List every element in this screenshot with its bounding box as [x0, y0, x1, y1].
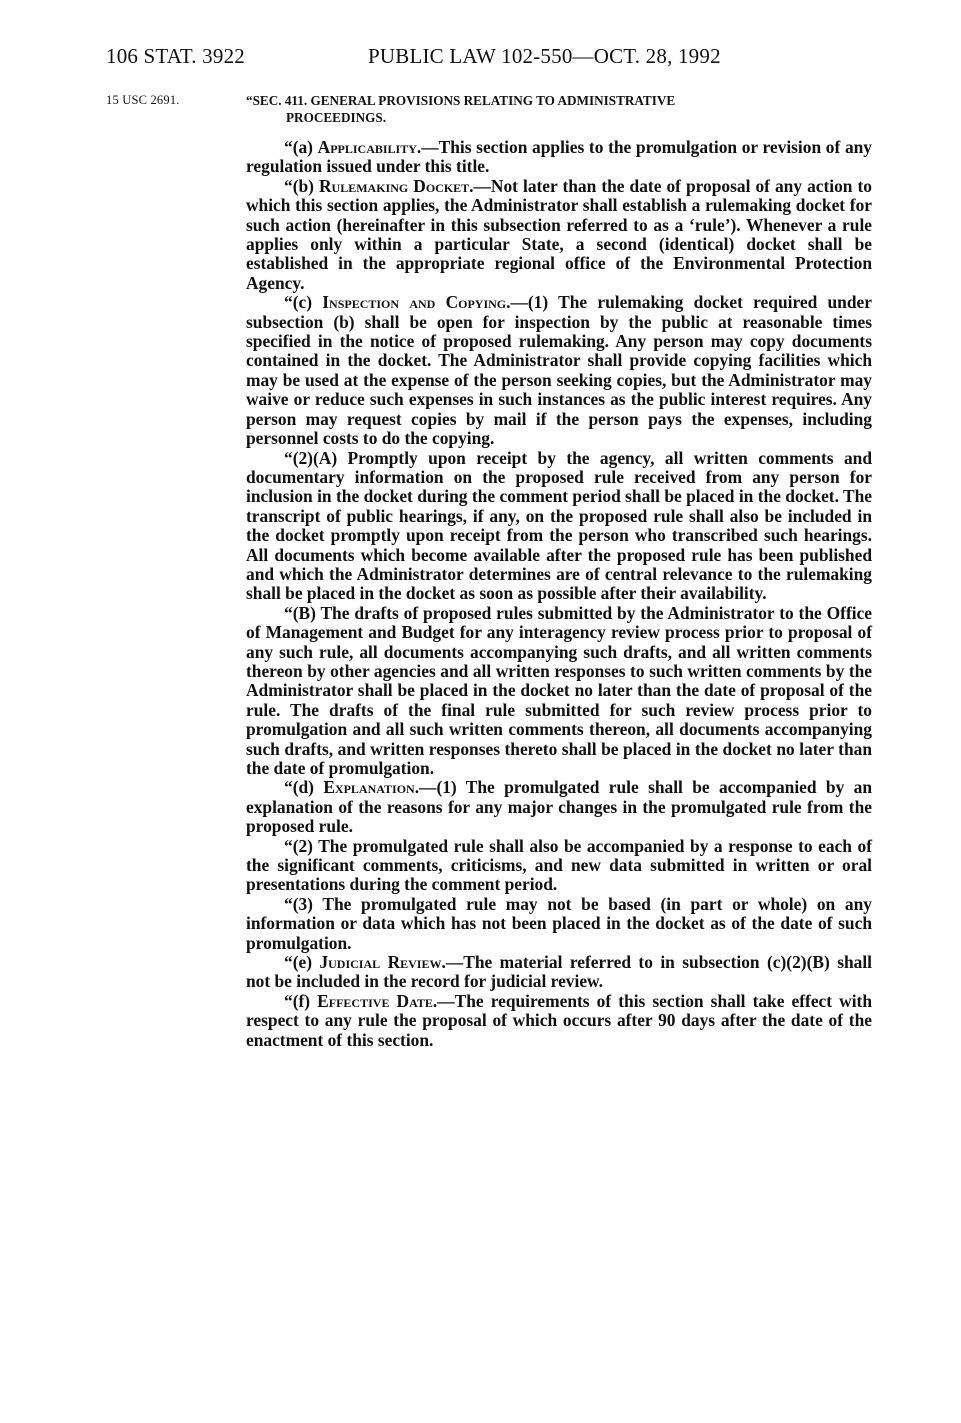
paragraph-text: “(3) The promulgated rule may not be based (in part or whole) on any information or data which has not been placed in the docket as of the date of such promulgation.: [246, 893, 872, 953]
paragraph-f: [246, 992, 872, 1050]
paragraph-c1: [246, 293, 872, 448]
paragraph-text: “(2) The promulgated rule shall also be accompanied by a response to each of the significant comments, criticisms, and new data submitted in written or oral presentations during the comment period.: [246, 835, 872, 895]
section-heading-line1: “SEC. 411. GENERAL PROVISIONS RELATING TO ADMINISTRATIVE: [246, 93, 676, 108]
paragraph-caption: Applicability: [317, 137, 417, 157]
paragraph-text: .—(1) The rulemaking docket required under subsection (b) shall be open for inspection by the public at reasonable times specified in the notice of proposed rulemaking. Any person may copy documents contained in the docket. The Administrator shall provide copying facilities which may be used at the expense of the person seeking copies, but the Administrator may waive or reduce such expenses in such instances as the public interest requires. Any person may request copies by mail if the person pays the expenses, including personnel costs to do the copying.: [246, 292, 872, 449]
paragraph-caption: Rulemaking Docket: [319, 175, 470, 196]
paragraph-d3: [246, 895, 872, 953]
paragraph-caption: Judicial Review: [319, 952, 442, 973]
paragraph-prefix: “(f): [284, 990, 318, 1011]
paragraph-b: [246, 177, 872, 293]
paragraph-text: “(2)(A) Promptly upon receipt by the agency, all written comments and documentary information on the proposed rule received from any person for inclusion in the docket during the comment period shall be placed in the docket. The transcript of public hearings, if any, on the proposed rule shall also be included in the docket promptly upon receipt from the person who transcribed such hearings. All documents which become available after the proposed rule has been published and which the Administrator determines are of central relevance to the rulemaking shall be placed in the docket as soon as possible after their availability.: [246, 447, 872, 604]
page-header: [106, 44, 866, 74]
stat-page-number: 106 STAT. 3922: [106, 44, 245, 68]
paragraph-a: [246, 138, 872, 177]
usc-margin-citation: 15 USC 2691.: [106, 93, 180, 107]
paragraph-text: .—(1) The promulgated rule shall be accompanied by an explanation of the reasons for any major changes in the promulgated rule from the proposed rule.: [246, 777, 872, 837]
paragraph-prefix: “(a): [284, 137, 318, 157]
paragraph-prefix: “(c): [284, 292, 323, 313]
paragraph-caption: Explanation: [323, 777, 415, 798]
section-heading-line2: PROCEEDINGS.: [286, 110, 387, 125]
section-body: [246, 92, 872, 1050]
section-heading: [246, 92, 872, 126]
paragraph-text: .—Not later than the date of proposal of any action to which this section applies, the Administrator shall establish a rulemaking docket for such action (hereinafter in this subsection referred to as a ‘rule’). Whenever a rule applies only within a particular State, a second (identical) docket shall be established in the appropriate regional office of the Environmental Protection Agency.: [246, 175, 872, 293]
paragraph-caption: Inspection and Copying: [322, 292, 507, 313]
paragraph-d1: [246, 778, 872, 836]
paragraph-e: [246, 953, 872, 992]
paragraph-text: .—The material referred to in subsection (c)(2)(B) shall not be included in the record for judicial review.: [246, 952, 872, 992]
paragraph-text: “(B) The drafts of proposed rules submitted by the Administrator to the Office of Management and Budget for any interagency review process prior to proposal of any such rule, all documents accompanying such drafts, and all written comments thereon by other agencies and all written responses to such written comments by the Administrator shall be placed in the docket no later than the date of proposal of the rule. The drafts of the final rule submitted for such review process prior to promulgation and all such written comments thereon, all documents accompanying such drafts, and written responses thereto shall be placed in the docket no later than the date of promulgation.: [246, 602, 872, 778]
paragraph-prefix: “(b): [284, 175, 319, 196]
paragraph-c2a: [246, 449, 872, 604]
paragraph-text: .—This section applies to the promulgation or revision of any regulation issued under this title.: [246, 137, 873, 177]
paragraph-c2b: [246, 604, 872, 779]
public-law-title: PUBLIC LAW 102-550—OCT. 28, 1992: [368, 44, 721, 68]
paragraph-d2: [246, 837, 872, 895]
paragraph-text: .—The requirements of this section shall take effect with respect to any rule the proposal of which occurs after 90 days after the date of the enactment of this section.: [246, 990, 873, 1050]
paragraph-prefix: “(e): [284, 952, 320, 973]
paragraph-caption: Effective Date: [317, 990, 433, 1011]
paragraph-prefix: “(d): [284, 777, 324, 798]
